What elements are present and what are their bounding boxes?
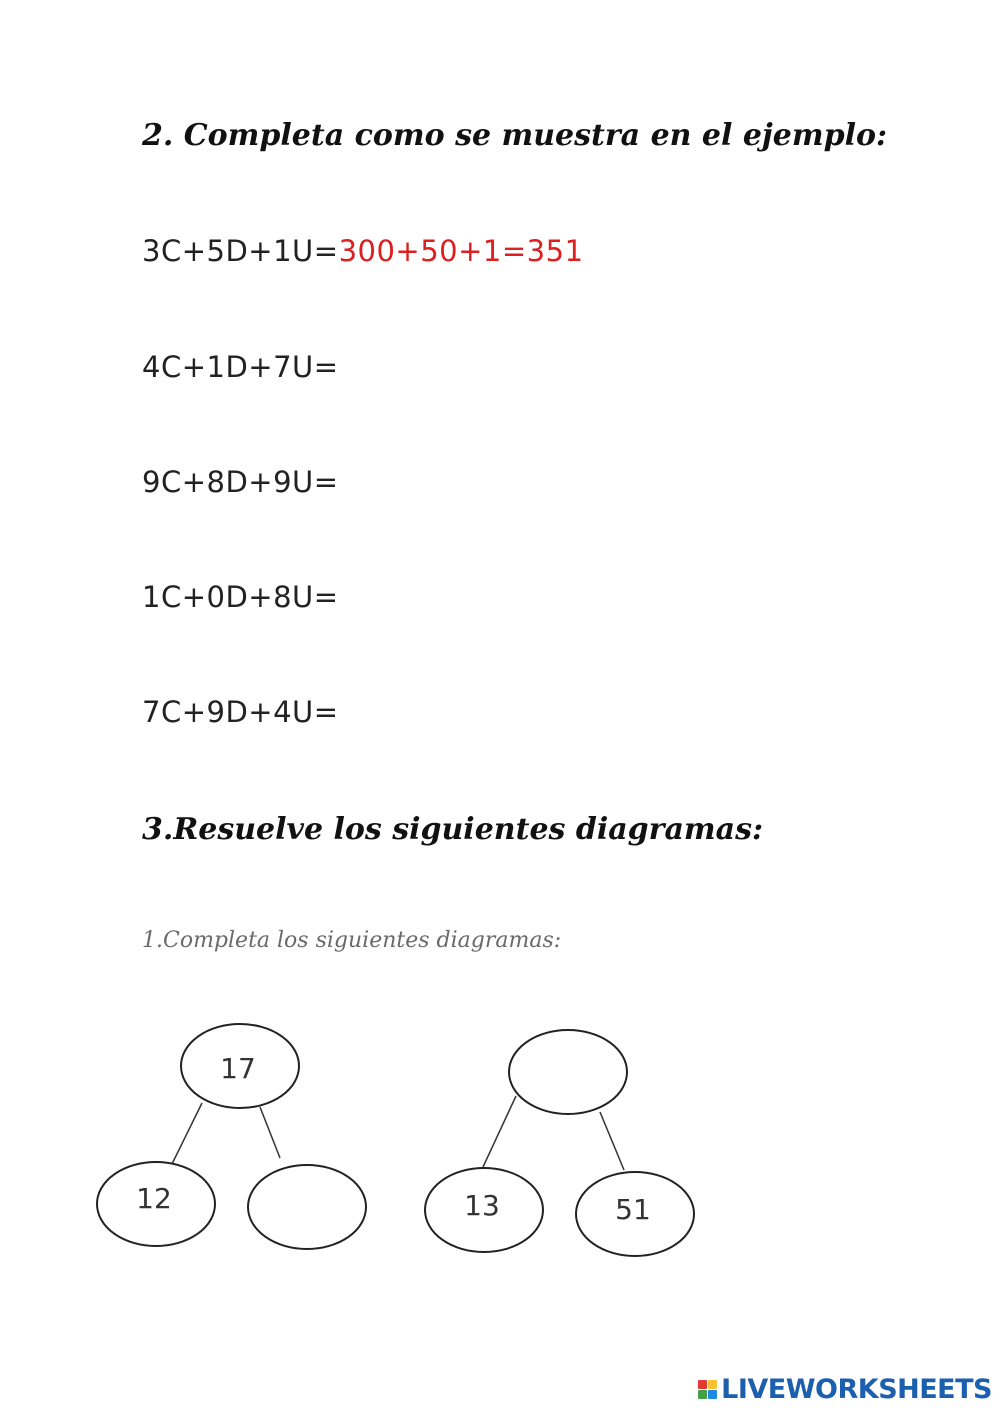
exercise-prompt: 4C+1D+7U=	[142, 350, 339, 384]
top-value: 17	[220, 1052, 256, 1085]
section-3-title: 3.Resuelve los siguientes diagramas:	[142, 812, 764, 847]
left-value: 12	[136, 1182, 172, 1215]
number-bond-diagram-2	[425, 1030, 694, 1256]
liveworksheets-logo-icon	[698, 1380, 717, 1399]
example-answer: 300+50+1=351	[338, 234, 584, 268]
connector-line	[483, 1096, 516, 1167]
exercise-prompt: 3C+5D+1U=	[142, 234, 339, 268]
connector-line	[600, 1112, 624, 1170]
number-bond-diagram-1	[97, 1024, 366, 1249]
left-value: 13	[464, 1189, 500, 1222]
brand-name: LIVEWORKSHEETS	[721, 1374, 992, 1405]
connector-line	[260, 1107, 280, 1158]
section-2-title: 2. Completa como se muestra en el ejemplo:	[142, 118, 888, 153]
right-value: 51	[615, 1193, 651, 1226]
connector-line	[172, 1103, 202, 1164]
exercise-prompt: 1C+0D+8U=	[142, 580, 339, 614]
liveworksheets-logo	[698, 1374, 992, 1405]
right-circle-input[interactable]	[248, 1165, 366, 1249]
exercise-prompt: 9C+8D+9U=	[142, 465, 339, 499]
section-3-subtitle: 1.Completa los siguientes diagramas:	[142, 928, 562, 953]
top-circle-input[interactable]	[509, 1030, 627, 1114]
exercise-prompt: 7C+9D+4U=	[142, 695, 339, 729]
